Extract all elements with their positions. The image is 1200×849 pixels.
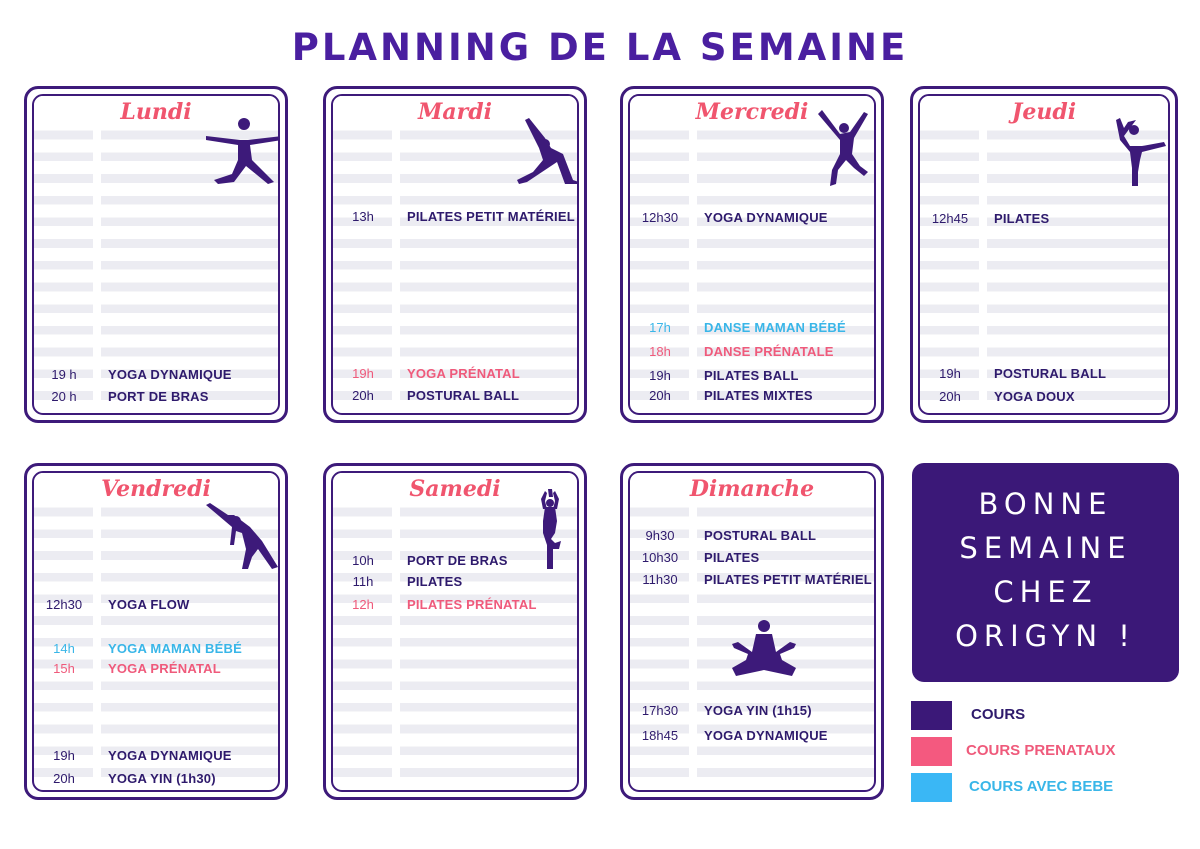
class-row: [335, 366, 579, 384]
class-name: PORT DE BRAS: [407, 553, 508, 568]
class-row: [36, 597, 280, 615]
class-name: YOGA DOUX: [994, 389, 1075, 404]
class-row: [632, 528, 876, 546]
class-name: PILATES: [994, 211, 1050, 226]
class-time: 19 h: [51, 367, 77, 382]
class-time: 14h: [53, 641, 75, 656]
page-title: PLANNING DE LA SEMAINE: [291, 26, 909, 69]
class-time: 20h: [649, 388, 671, 403]
class-row: [335, 209, 579, 227]
class-row: [36, 748, 280, 766]
day-card-dimanche: [620, 463, 884, 800]
day-card-jeudi: [910, 86, 1178, 423]
day-title: Samedi: [333, 473, 577, 507]
day-card-mercredi: [620, 86, 884, 423]
class-time: 19h: [939, 366, 961, 381]
class-time: 18h: [649, 344, 671, 359]
class-time: 20h: [939, 389, 961, 404]
schedule-grid: [32, 94, 280, 415]
class-name: DANSE PRÉNATALE: [704, 344, 834, 359]
class-row: [36, 771, 280, 789]
warrior-pose-icon: [204, 116, 280, 188]
class-time: 11h30: [642, 572, 678, 587]
day-card-mardi: [323, 86, 587, 423]
dancer-leap-icon: [816, 108, 872, 188]
class-name: YOGA DYNAMIQUE: [108, 748, 232, 763]
day-card-lundi: [24, 86, 288, 423]
class-time: 10h30: [641, 550, 679, 565]
day-title: Dimanche: [630, 473, 874, 507]
lotus-pose-icon: [730, 618, 798, 680]
legend-label-prenatal: COURS PRENATAUX: [966, 742, 1116, 759]
class-name: YOGA DYNAMIQUE: [704, 728, 828, 743]
class-time: 12h: [352, 597, 374, 612]
dancer-pose-icon: [1108, 116, 1168, 188]
class-time: 20h: [352, 388, 374, 403]
class-row: [922, 389, 1170, 407]
schedule-grid: [628, 471, 876, 792]
greeting-banner: [912, 463, 1179, 682]
schedule-grid: [331, 94, 579, 415]
legend-label-cours: COURS: [971, 706, 1026, 723]
day-title: Mercredi: [630, 96, 874, 130]
class-row: [632, 210, 876, 228]
class-name: PILATES MIXTES: [704, 388, 813, 403]
banner-line: SEMAINE: [959, 531, 1132, 565]
class-row: [36, 641, 280, 659]
class-name: YOGA YIN (1h15): [704, 703, 812, 718]
class-row: [335, 597, 579, 615]
class-time: 19h: [649, 368, 671, 383]
class-row: [632, 572, 876, 590]
day-title: Vendredi: [34, 473, 278, 507]
class-name: YOGA YIN (1h30): [108, 771, 216, 786]
class-row: [922, 366, 1170, 384]
class-name: PILATES: [704, 550, 760, 565]
day-card-samedi: [323, 463, 587, 800]
class-time: 11h: [352, 574, 374, 589]
class-name: PILATES PETIT MATÉRIEL: [704, 572, 872, 587]
class-name: YOGA DYNAMIQUE: [108, 367, 232, 382]
class-row: [632, 344, 876, 362]
class-time: 13h: [352, 209, 374, 224]
class-time: 19h: [352, 366, 374, 381]
class-name: YOGA DYNAMIQUE: [704, 210, 828, 225]
class-name: POSTURAL BALL: [704, 528, 817, 543]
class-time: 19h: [53, 748, 75, 763]
class-name: YOGA MAMAN BÉBÉ: [108, 641, 242, 656]
class-time: 20 h: [51, 389, 77, 404]
class-row: [922, 211, 1170, 229]
legend-swatch-bebe: [911, 773, 952, 802]
class-time: 20h: [53, 771, 75, 786]
class-row: [335, 388, 579, 406]
class-name: PILATES BALL: [704, 368, 799, 383]
legend-swatch-prenatal: [911, 737, 952, 766]
class-row: [632, 388, 876, 406]
class-row: [632, 703, 876, 721]
class-time: 12h30: [45, 597, 83, 612]
class-name: PILATES PRÉNATAL: [407, 597, 537, 612]
day-title: Lundi: [34, 96, 278, 130]
day-title: Mardi: [333, 96, 577, 130]
class-time: 15h: [53, 661, 75, 676]
schedule-grid: [628, 94, 876, 415]
class-name: POSTURAL BALL: [407, 388, 520, 403]
class-row: [632, 368, 876, 386]
class-row: [632, 550, 876, 568]
class-time: 12h30: [641, 210, 679, 225]
class-name: YOGA FLOW: [108, 597, 190, 612]
class-time: 10h: [352, 553, 374, 568]
class-time: 17h: [649, 320, 671, 335]
class-name: PORT DE BRAS: [108, 389, 209, 404]
class-time: 17h30: [641, 703, 679, 718]
schedule-grid: [331, 471, 579, 792]
schedule-grid: [918, 94, 1170, 415]
class-row: [335, 553, 579, 571]
banner-line: CHEZ: [993, 575, 1098, 609]
class-name: PILATES PETIT MATÉRIEL: [407, 209, 575, 224]
banner-line: ORIGYN !: [955, 619, 1136, 653]
triangle-pose-icon: [206, 501, 280, 571]
class-time: 9h30: [645, 528, 675, 543]
class-name: YOGA PRÉNATAL: [108, 661, 221, 676]
schedule-grid: [32, 471, 280, 792]
legend-swatch-cours: [911, 701, 952, 730]
class-name: YOGA PRÉNATAL: [407, 366, 520, 381]
class-row: [36, 367, 280, 385]
class-row: [632, 320, 876, 338]
class-time: 18h45: [641, 728, 679, 743]
class-row: [36, 661, 280, 679]
class-row: [335, 574, 579, 592]
class-name: POSTURAL BALL: [994, 366, 1107, 381]
side-angle-pose-icon: [515, 114, 579, 186]
class-row: [632, 728, 876, 746]
class-time: 12h45: [931, 211, 969, 226]
class-name: PILATES: [407, 574, 463, 589]
day-card-vendredi: [24, 463, 288, 800]
class-row: [36, 389, 280, 407]
banner-line: BONNE: [978, 487, 1113, 521]
legend-label-bebe: COURS AVEC BEBE: [969, 778, 1114, 795]
class-name: DANSE MAMAN BÉBÉ: [704, 320, 846, 335]
day-title: Jeudi: [920, 96, 1168, 130]
